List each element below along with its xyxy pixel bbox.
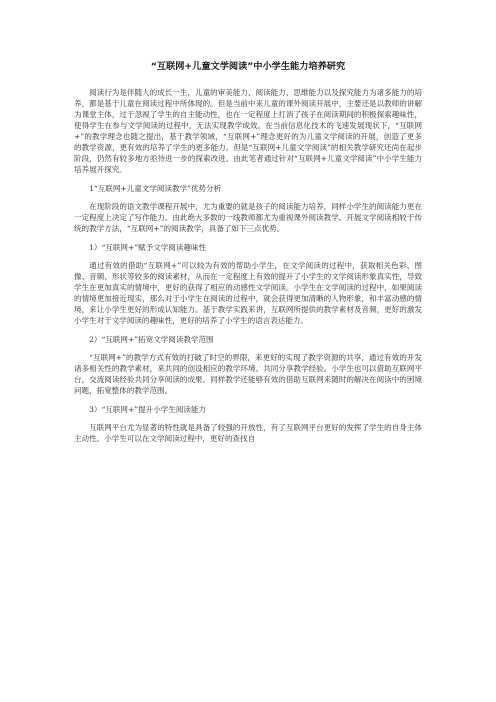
- subsection-2-heading: 2）“互联网+”拓宽文学阅读教学范围: [89, 335, 214, 344]
- document-title: “互联网+儿童文学阅读”中小学生能力培养研究: [150, 61, 346, 72]
- section-1-paragraph: 在现阶段的语文教学课程开展中，尤为重要的就是孩子的阅读能力培养，同样小学生的阅读能力更在一定程度上决定了写作能力。由此绝大多数的一线教师都尤为重视课外阅读教学。开展文学阅读相较于传统的教学方法，“互联网+”的阅读教学，具备了如下三点优势。: [74, 202, 422, 233]
- document-page: [74, 60, 422, 452]
- subsection-1-paragraph: 通过有效的借助“互联网+”可以较为有效的帮助小学生，在文学阅读的过程中，获取相关色彩、图像、音频、形状等较多的阅读素材，从而在一定程度上有效的提升了小学生的文学阅读形象真实性，导致学生在更加真实的情境中，更好的获得了相应的动感性文学阅读。小学生在文学阅读的过程中，如果阅读的情境更加接近现实，那么对于小学生在阅读的过程中，就会获得更加清晰的人物形象，和丰富动感的情境，来让小学生更好的形成认知能力。基于教学实践来讲，互联网所提供的教学素材及音频，更好的激发小学生对于文学阅读的趣味性，更好的培养了小学生的语言表达能力。: [74, 261, 422, 325]
- intro-paragraph: 阅读行为是伴随人的成长一生，儿童的审美能力、阅读能力、思维能力以及探究能力为诸多能力的培养，都是基于儿童在阅读过程中所体现的。但是当前中来儿童的课外阅读开展中，主要还是以教师的讲解为课堂主体，过于忽视了学生的自主能动性，也在一定程度上打消了孩子在阅读期间的积极探索趣味性，使得学生在参与文学阅读的过程中，无法实现教学成效。在当前信息化技术的飞速发展现状下，“互联网+”的教学理念也随之提出，基于教学领域，“互联网+”理念更好的为儿童文学阅读的开展，创造了更多的教学资源，更有效的培养了学生的更多能力。但是“互联网+儿童文学阅读”的相关教学研究还尚在起步阶段，仍然有较多地方亟待进一步的探索改进。由此笔者通过针对“互联网+儿童文学阅读”中小学生能力培养展开探究。: [74, 88, 422, 174]
- subsection-3-paragraph: 互联网平台尤为显著的特性就是具备了较强的开放性，有了互联网平台更好的发挥了学生的自身主体主动性。小学生可以在文学阅读过程中，更好的查找自: [74, 423, 422, 443]
- section-1-heading: 1“互联网+儿童文学阅读教学”优势分析: [89, 184, 222, 193]
- subsection-1-heading: 1）“互联网+”赋予文学阅读趣味性: [89, 243, 207, 252]
- subsection-2-paragraph: “互联网+”的教学方式有效的打破了时空的界限，来更好的实现了教学资源的共享，通过有效的开发诸多相关性的教学素材，来共同的创设相应的教学环境、共同分享教学经验。小学生也可以借助互联网平台，交流阅读经验共同分享阅读的成果。同样教学还能够有效的借助互联网来随时的解决在阅读中的困境问题，拓宽整体的教学范围。: [74, 353, 422, 395]
- subsection-3-heading: 3）“互联网+”提升小学生阅读能力: [89, 405, 207, 414]
